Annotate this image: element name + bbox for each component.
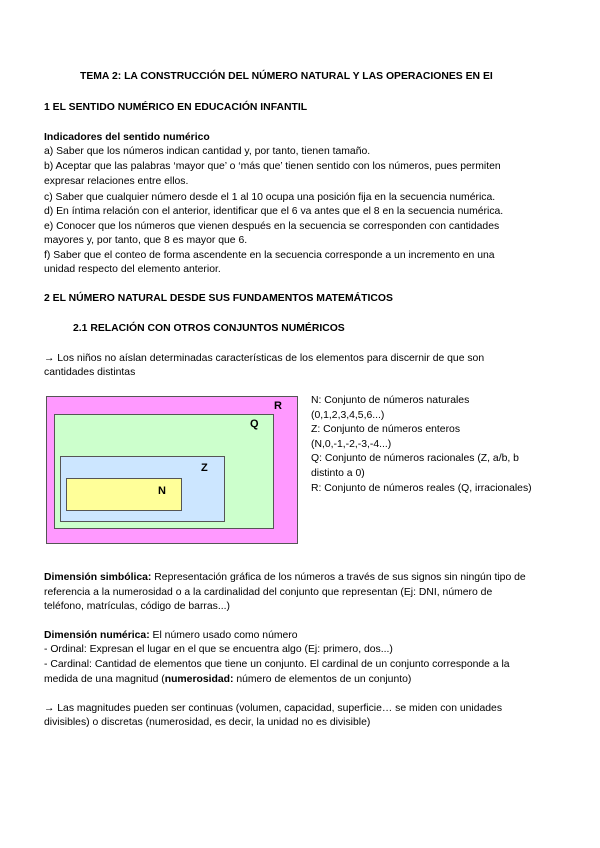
- dimension-symbolic-line: teléfono, matrículas, código de barras...): [44, 601, 230, 612]
- indicator-line: unidad respecto del elemento anterior.: [44, 264, 221, 275]
- set-z-label: Z: [201, 462, 208, 474]
- legend-line: Z: Conjunto de números enteros: [311, 424, 461, 435]
- dimension-symbolic-label: Dimensión simbólica:: [44, 572, 152, 583]
- paragraph-arrow-2-cont: divisibles) o discretas (numerosidad, es decir, la unidad no es divisible): [44, 717, 371, 728]
- indicators-heading: Indicadores del sentido numérico: [44, 132, 210, 143]
- cardinal-text-post: número de elementos de un conjunto): [233, 674, 412, 685]
- indicator-line: d) En íntima relación con el anterior, identificar que el 6 va antes que el 8 en la secuencia numérica.: [44, 206, 504, 217]
- indicator-line: mayores y, por tanto, que 8 es mayor que 6.: [44, 235, 248, 246]
- legend-line: (N,0,-1,-2,-3,-4...): [311, 439, 392, 450]
- cardinal-line: - Cardinal: Cantidad de elementos que tiene un conjunto. El cardinal de un conjunto corresponde a la: [44, 659, 510, 670]
- legend-line: Q: Conjunto de números racionales (Z, a/b, b: [311, 453, 519, 464]
- paragraph-arrow-1: → Los niños no aíslan determinadas características de los elementos para discernir de que son: [44, 353, 485, 364]
- section-heading-2: 2 EL NÚMERO NATURAL DESDE SUS FUNDAMENTOS MATEMÁTICOS: [44, 293, 393, 304]
- section-heading-2-1: 2.1 RELACIÓN CON OTROS CONJUNTOS NUMÉRICOS: [73, 323, 345, 334]
- set-q-label: Q: [250, 418, 259, 430]
- indicator-line: e) Conocer que los números que vienen después en la secuencia se corresponden con cantidades: [44, 221, 500, 232]
- ordinal-line: - Ordinal: Expresan el lugar en el que se encuentra algo (Ej: primero, dos...): [44, 644, 393, 655]
- cardinal-line-2: [44, 673, 411, 687]
- indicator-line: c) Saber que cualquier número desde el 1 al 10 ocupa una posición fija en la secuencia numérica.: [44, 192, 496, 203]
- legend-line: R: Conjunto de números reales (Q, irracionales): [311, 483, 532, 494]
- set-r-label: R: [274, 400, 282, 412]
- indicator-line: expresar relaciones entre ellos.: [44, 176, 189, 187]
- dimension-symbolic-line: referencia a la numerosidad o a la cardinalidad del conjunto que representan (Ej: DNI, número de: [44, 587, 493, 598]
- dimension-numeric-label: Dimensión numérica:: [44, 630, 150, 641]
- indicator-line: a) Saber que los números indican cantidad y, por tanto, tienen tamaño.: [44, 146, 371, 157]
- legend-line: N: Conjunto de números naturales: [311, 395, 470, 406]
- paragraph-arrow-1-cont: cantidades distintas: [44, 367, 136, 378]
- document-title: TEMA 2: LA CONSTRUCCIÓN DEL NÚMERO NATURAL Y LAS OPERACIONES EN EI: [80, 71, 493, 82]
- paragraph-arrow-2: → Las magnitudes pueden ser continuas (volumen, capacidad, superficie… se miden con unidades: [44, 703, 503, 714]
- dimension-numeric-line: [44, 629, 298, 643]
- cardinal-bold-term: numerosidad:: [164, 674, 234, 685]
- dimension-symbolic-text: Representación gráfica de los números a través de sus signos sin ningún tipo de: [151, 572, 526, 583]
- dimension-symbolic-line: [44, 571, 526, 585]
- cardinal-text-pre: medida de una magnitud (: [44, 674, 165, 685]
- indicator-line: f) Saber que el conteo de forma ascendente en la secuencia corresponde a un incremento en una: [44, 250, 495, 261]
- legend-line: (0,1,2,3,4,5,6...): [311, 410, 385, 421]
- section-heading-1: 1 EL SENTIDO NUMÉRICO EN EDUCACIÓN INFANTIL: [44, 102, 308, 113]
- dimension-numeric-text: El número usado como número: [149, 630, 298, 641]
- indicator-line: b) Aceptar que las palabras ‘mayor que’ o ‘más que’ tienen sentido con los números, pues permiten: [44, 161, 501, 172]
- set-n-label: N: [158, 485, 166, 497]
- legend-line: distinto a 0): [311, 468, 365, 479]
